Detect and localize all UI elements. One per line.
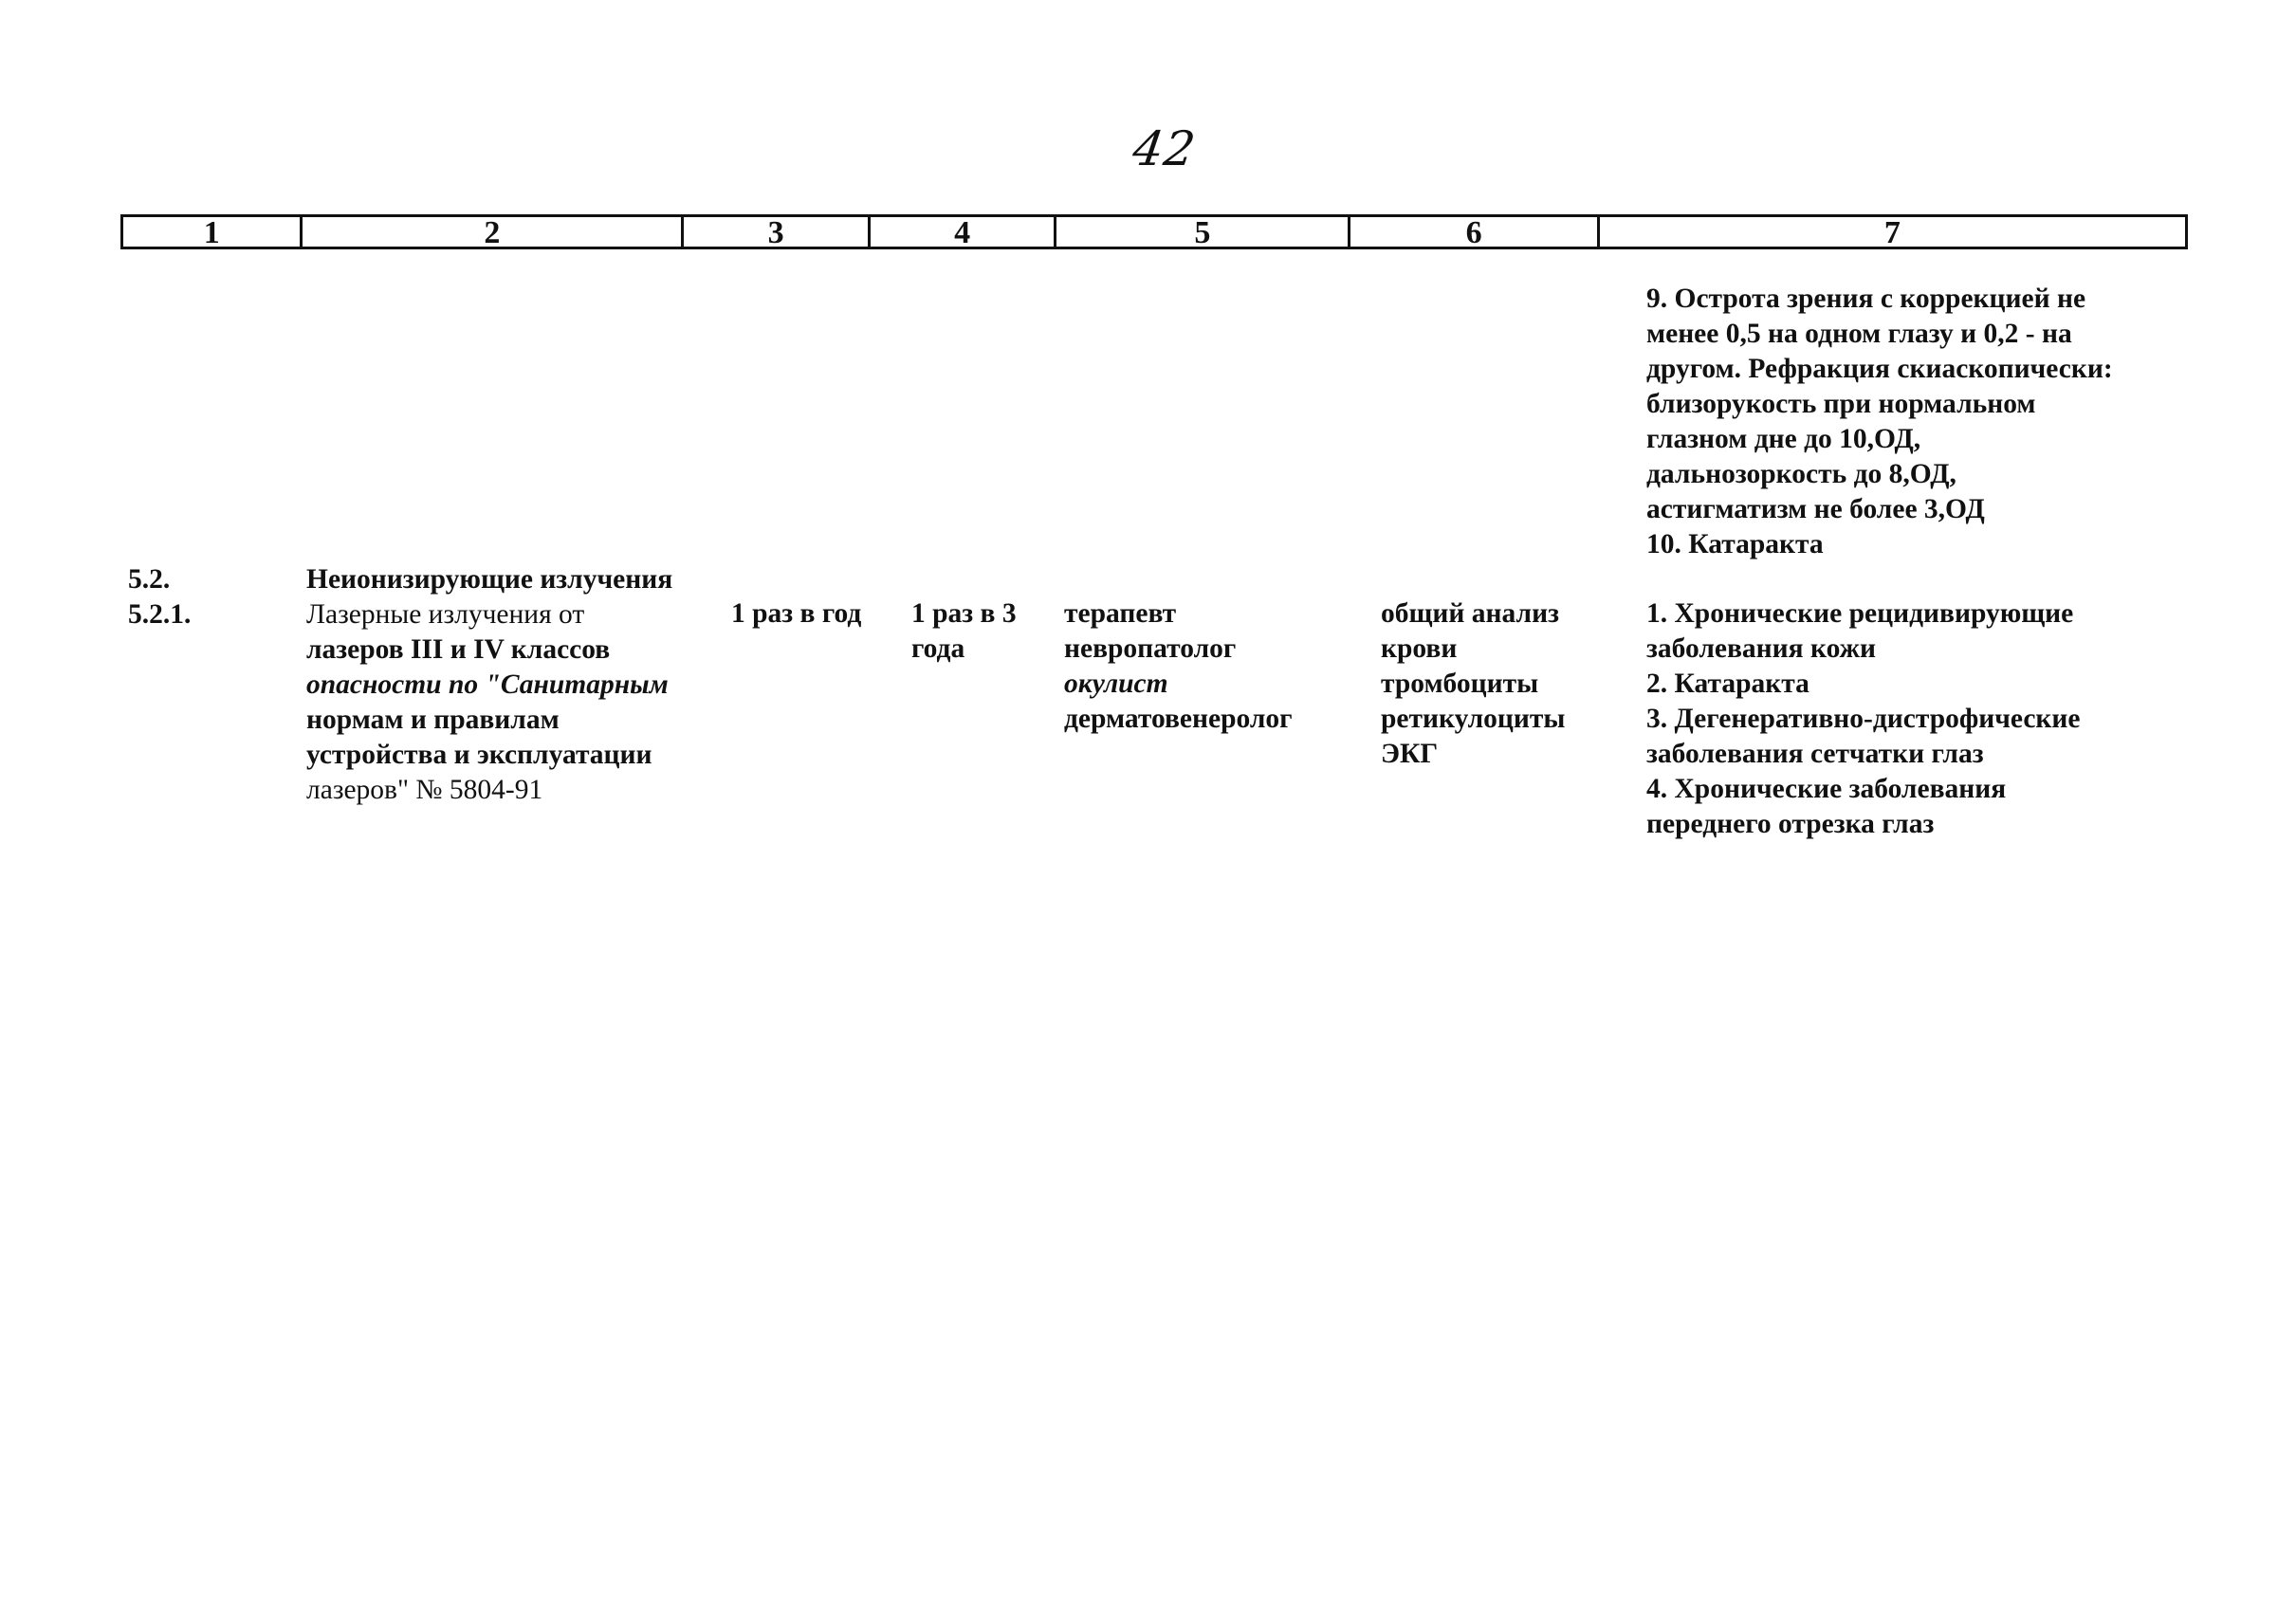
page-number: 42 (1129, 121, 1200, 176)
harmful-factor-description (306, 562, 672, 808)
lab-test: общий анализ (1381, 598, 1559, 629)
header-cell-4: 4 (871, 217, 1056, 247)
specialist: окулист (1064, 669, 1168, 699)
text-line: 2. Катаракта (1646, 669, 1809, 699)
specialist: невропатолог (1064, 633, 1237, 664)
text-line: близорукость при нормальном (1646, 389, 2036, 419)
text-line: переднего отрезка глаз (1646, 809, 1935, 839)
text-line: 9. Острота зрения с коррекцией не (1646, 284, 2086, 314)
text-line: 4. Хронические заболевания (1646, 774, 2007, 804)
header-cell-5: 5 (1056, 217, 1350, 247)
text-line: устройства и эксплуатации (306, 740, 652, 770)
header-cell-3: 3 (684, 217, 870, 247)
item-number: 5.2.1. (128, 599, 192, 630)
text-line: 1 раз в год (731, 598, 862, 629)
text-line: глазном дне до 10,ОД, (1646, 424, 1921, 454)
text-line: опасности по "Санитарным (306, 669, 669, 700)
specialist: дерматовенеролог (1064, 704, 1293, 734)
text-line: астигматизм не более 3,ОД (1646, 494, 1985, 524)
section-title: Неионизирующие излучения (306, 564, 673, 595)
text-line: менее 0,5 на одном глазу и 0,2 - на (1646, 319, 2072, 349)
text-line: заболевания сетчатки глаз (1646, 739, 1984, 769)
lab-test: тромбоциты (1381, 669, 1539, 699)
header-cell-2: 2 (303, 217, 684, 247)
continued-contraindications (1646, 282, 2113, 562)
lab-tests-list (1381, 596, 1565, 772)
item-numbers (128, 562, 191, 632)
text-line: нормам и правилам (306, 705, 560, 735)
text-line: 10. Катаракта (1646, 529, 1824, 559)
header-cell-7: 7 (1883, 214, 1901, 250)
lab-test: крови (1381, 633, 1458, 664)
lab-test: ЭКГ (1381, 739, 1439, 769)
column-number-header (120, 214, 2188, 249)
contraindications-list (1646, 596, 2081, 842)
text-line: 1. Хронические рецидивирующие (1646, 598, 2074, 629)
exam-frequency-first (731, 596, 861, 632)
header-cell-6: 6 (1350, 217, 1599, 247)
text-line: заболевания кожи (1646, 633, 1876, 664)
text-line: Лазерные излучения от (306, 599, 585, 630)
lab-test: ретикулоциты (1381, 704, 1566, 734)
text-line: года (911, 633, 965, 664)
text-line: другом. Рефракция скиаскопически: (1646, 354, 2113, 384)
text-line: дальнозоркость до 8,ОД, (1646, 459, 1956, 489)
section-number: 5.2. (128, 564, 171, 595)
exam-frequency-second (911, 596, 1017, 667)
header-cell-1: 1 (123, 217, 303, 247)
specialist: терапевт (1064, 598, 1177, 629)
text-line: лазеров" № 5804-91 (306, 775, 543, 805)
text-line: 1 раз в 3 (911, 598, 1017, 629)
specialists-list (1064, 596, 1293, 737)
text-line: 3. Дегенеративно-дистрофические (1646, 704, 2081, 734)
text-line: лазеров III и IV классов (306, 634, 611, 665)
